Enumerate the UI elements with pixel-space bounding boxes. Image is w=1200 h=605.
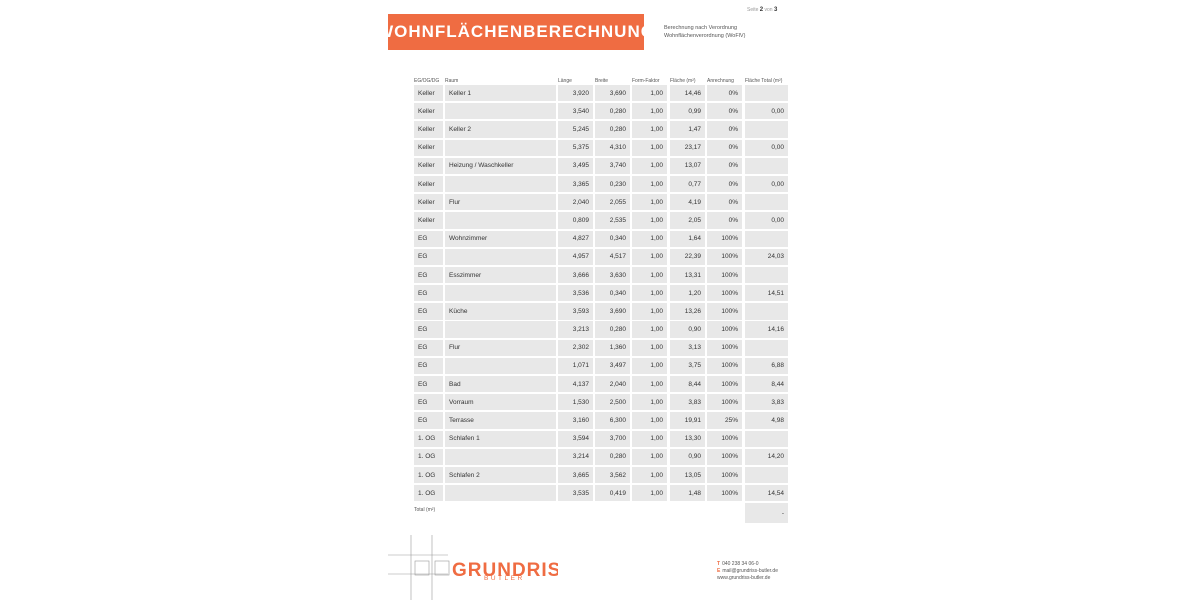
cell-flaeche: 14,46 [670,85,705,101]
cell-anr: 100% [707,249,742,265]
cell-form: 1,00 [632,449,667,465]
cell-total: 0,00 [745,140,788,156]
table-row [414,249,788,265]
cell-breite: 2,040 [595,376,630,392]
header-raum: Raum [445,78,459,84]
cell-anr: 100% [707,285,742,301]
cell-raum [445,449,556,465]
cell-eg: EG [414,412,443,428]
svg-text:GRUNDRISS: GRUNDRIS [452,560,558,581]
cell-form: 1,00 [632,358,667,374]
cell-flaeche: 8,44 [670,376,705,392]
cell-anr: 0% [707,140,742,156]
table-row [414,194,788,210]
cell-form: 1,00 [632,212,667,228]
cell-raum [445,358,556,374]
header-anrechnung: Anrechnung [707,78,734,84]
table-row [414,285,788,301]
cell-form: 1,00 [632,303,667,319]
svg-text:BUTLER: BUTLER [484,575,525,582]
table-row [414,103,788,119]
cell-raum [445,140,556,156]
cell-laenge: 3,540 [558,103,593,119]
cell-total: 3,83 [745,394,788,410]
cell-eg: Keller [414,85,443,101]
cell-total [745,267,788,283]
cell-breite: 0,280 [595,449,630,465]
grundriss-butler-logo [388,533,558,600]
cell-laenge: 3,594 [558,431,593,447]
cell-form: 1,00 [632,121,667,137]
table-row [414,340,788,356]
cell-flaeche: 13,30 [670,431,705,447]
cell-form: 1,00 [632,412,667,428]
table-row [414,358,788,374]
cell-eg: Keller [414,121,443,137]
cell-form: 1,00 [632,467,667,483]
cell-breite: 2,500 [595,394,630,410]
cell-flaeche: 22,39 [670,249,705,265]
cell-laenge: 3,495 [558,158,593,174]
table-row [414,412,788,428]
cell-breite: 3,690 [595,85,630,101]
cell-form: 1,00 [632,431,667,447]
cell-anr: 100% [707,231,742,247]
cell-laenge: 4,827 [558,231,593,247]
total-row [414,503,788,523]
cell-raum [445,249,556,265]
cell-eg: 1. OG [414,431,443,447]
cell-laenge: 3,214 [558,449,593,465]
cell-total: 6,88 [745,358,788,374]
cell-raum: Esszimmer [445,267,556,283]
cell-flaeche: 3,13 [670,340,705,356]
cell-total [745,231,788,247]
cell-laenge: 1,530 [558,394,593,410]
header-total: Fläche Total (m²) [745,78,783,84]
cell-form: 1,00 [632,158,667,174]
cell-flaeche: 1,64 [670,231,705,247]
cell-laenge: 3,536 [558,285,593,301]
website-link[interactable]: www.grundriss-butler.de [717,575,771,581]
cell-laenge: 2,302 [558,340,593,356]
cell-raum [445,321,556,337]
cell-raum: Flur [445,340,556,356]
table-row [414,376,788,392]
cell-total: 0,00 [745,103,788,119]
cell-raum: Wohnzimmer [445,231,556,247]
cell-flaeche: 3,75 [670,358,705,374]
cell-flaeche: 3,83 [670,394,705,410]
cell-eg: Keller [414,158,443,174]
cell-total: 14,51 [745,285,788,301]
cell-flaeche: 0,90 [670,449,705,465]
cell-anr: 100% [707,321,742,337]
cell-eg: EG [414,285,443,301]
cell-eg: EG [414,394,443,410]
table-row [414,140,788,156]
cell-flaeche: 19,91 [670,412,705,428]
cell-anr: 0% [707,158,742,174]
cell-breite: 0,340 [595,231,630,247]
cell-total [745,85,788,101]
cell-anr: 100% [707,467,742,483]
header-laenge: Länge [558,78,572,84]
cell-laenge: 4,137 [558,376,593,392]
cell-laenge: 0,809 [558,212,593,228]
table-row [414,485,788,501]
cell-eg: EG [414,340,443,356]
cell-laenge: 5,245 [558,121,593,137]
cell-anr: 100% [707,267,742,283]
cell-breite: 0,419 [595,485,630,501]
cell-laenge: 5,375 [558,140,593,156]
cell-anr: 100% [707,358,742,374]
table-row [414,121,788,137]
cell-flaeche: 1,47 [670,121,705,137]
cell-eg: Keller [414,176,443,192]
table-row [414,431,788,447]
cell-laenge: 3,920 [558,85,593,101]
cell-flaeche: 13,07 [670,158,705,174]
cell-form: 1,00 [632,194,667,210]
cell-breite: 3,562 [595,467,630,483]
cell-laenge: 3,535 [558,485,593,501]
cell-anr: 100% [707,431,742,447]
area-table [414,78,788,523]
cell-eg: EG [414,267,443,283]
header-flaeche: Fläche (m²) [670,78,696,84]
header-breite: Breite [595,78,609,84]
cell-form: 1,00 [632,376,667,392]
cell-breite: 4,517 [595,249,630,265]
cell-anr: 0% [707,85,742,101]
table-body [414,85,788,501]
cell-raum: Vorraum [445,394,556,410]
cell-form: 1,00 [632,85,667,101]
cell-laenge: 1,071 [558,358,593,374]
table-row [414,467,788,483]
cell-flaeche: 4,19 [670,194,705,210]
cell-raum: Bad [445,376,556,392]
cell-raum: Schlafen 2 [445,467,556,483]
table-row [414,394,788,410]
cell-laenge: 3,213 [558,321,593,337]
cell-total: 24,03 [745,249,788,265]
table-row [414,449,788,465]
cell-eg: EG [414,358,443,374]
cell-form: 1,00 [632,321,667,337]
header-eg: EG/OG/DG [414,78,440,84]
cell-eg: Keller [414,103,443,119]
cell-eg: Keller [414,140,443,156]
cell-total: 4,98 [745,412,788,428]
table-row [414,212,788,228]
table-header [414,78,788,85]
cell-flaeche: 2,05 [670,212,705,228]
cell-raum: Terrasse [445,412,556,428]
cell-laenge: 4,957 [558,249,593,265]
cell-breite: 0,280 [595,121,630,137]
cell-eg: 1. OG [414,449,443,465]
cell-total [745,431,788,447]
cell-laenge: 3,665 [558,467,593,483]
cell-form: 1,00 [632,103,667,119]
cell-anr: 0% [707,121,742,137]
header-form: Form-Faktor [632,78,660,84]
cell-raum: Flur [445,194,556,210]
cell-flaeche: 0,99 [670,103,705,119]
cell-breite: 2,535 [595,212,630,228]
cell-anr: 0% [707,176,742,192]
cell-eg: EG [414,376,443,392]
cell-total [745,158,788,174]
cell-form: 1,00 [632,285,667,301]
cell-flaeche: 0,77 [670,176,705,192]
cell-total: 0,00 [745,176,788,192]
cell-anr: 100% [707,303,742,319]
email-link[interactable]: mail@grundriss-butler.de [722,568,778,574]
cell-total: 14,54 [745,485,788,501]
table-row [414,158,788,174]
page-indicator: Seite 2 von 3 [747,7,778,13]
table-row [414,176,788,192]
table-row [414,267,788,283]
cell-flaeche: 1,20 [670,285,705,301]
cell-breite: 3,690 [595,303,630,319]
cell-anr: 100% [707,376,742,392]
cell-breite: 3,740 [595,158,630,174]
cell-flaeche: 13,05 [670,467,705,483]
cell-anr: 100% [707,449,742,465]
cell-raum [445,176,556,192]
cell-total [745,340,788,356]
cell-anr: 0% [707,194,742,210]
table-row [414,85,788,101]
cell-raum: Küche [445,303,556,319]
cell-raum: Schlafen 1 [445,431,556,447]
cell-flaeche: 13,31 [670,267,705,283]
cell-breite: 0,280 [595,103,630,119]
cell-raum [445,212,556,228]
cell-laenge: 3,593 [558,303,593,319]
cell-raum [445,285,556,301]
cell-raum: Keller 1 [445,85,556,101]
logo-graphic [388,533,558,600]
cell-total: 14,16 [745,321,788,337]
cell-eg: 1. OG [414,467,443,483]
cell-anr: 0% [707,212,742,228]
cell-breite: 3,630 [595,267,630,283]
cell-form: 1,00 [632,249,667,265]
cell-total: 0,00 [745,212,788,228]
page-title: WOHNFLÄCHENBERECHNUNG [388,14,644,50]
contact-block: T 040 238 34 06-0 E mail@grundriss-butler.de www.grundriss-butler.de [717,561,778,581]
cell-anr: 100% [707,394,742,410]
cell-form: 1,00 [632,140,667,156]
total-value: - [745,503,788,523]
subtitle: Berechnung nach Verordnung Wohnflächenverordnung (WoFlV) [664,25,746,39]
cell-flaeche: 1,48 [670,485,705,501]
cell-eg: EG [414,249,443,265]
cell-breite: 3,497 [595,358,630,374]
table-row [414,321,788,337]
cell-total: 8,44 [745,376,788,392]
cell-eg: Keller [414,194,443,210]
cell-laenge: 3,160 [558,412,593,428]
cell-eg: EG [414,303,443,319]
table-row [414,231,788,247]
cell-total: 14,20 [745,449,788,465]
cell-flaeche: 23,17 [670,140,705,156]
cell-form: 1,00 [632,394,667,410]
phone: 040 238 34 06-0 [722,561,759,567]
cell-total [745,467,788,483]
cell-total [745,303,788,319]
cell-flaeche: 0,90 [670,321,705,337]
cell-form: 1,00 [632,340,667,356]
cell-anr: 100% [707,485,742,501]
cell-anr: 0% [707,103,742,119]
cell-form: 1,00 [632,485,667,501]
cell-raum: Keller 2 [445,121,556,137]
cell-eg: EG [414,321,443,337]
cell-breite: 0,340 [595,285,630,301]
cell-raum [445,485,556,501]
cell-breite: 0,230 [595,176,630,192]
cell-breite: 6,300 [595,412,630,428]
cell-eg: 1. OG [414,485,443,501]
cell-breite: 1,360 [595,340,630,356]
cell-laenge: 2,040 [558,194,593,210]
cell-raum: Heizung / Waschkeller [445,158,556,174]
cell-anr: 100% [707,340,742,356]
cell-anr: 25% [707,412,742,428]
cell-form: 1,00 [632,267,667,283]
cell-laenge: 3,666 [558,267,593,283]
cell-form: 1,00 [632,231,667,247]
cell-total [745,194,788,210]
cell-total [745,121,788,137]
cell-raum [445,103,556,119]
cell-form: 1,00 [632,176,667,192]
cell-eg: Keller [414,212,443,228]
cell-eg: EG [414,231,443,247]
cell-flaeche: 13,26 [670,303,705,319]
cell-breite: 2,055 [595,194,630,210]
cell-laenge: 3,365 [558,176,593,192]
cell-breite: 0,280 [595,321,630,337]
cell-breite: 4,310 [595,140,630,156]
table-row [414,303,788,319]
total-label: Total (m²) [414,507,436,514]
cell-breite: 3,700 [595,431,630,447]
